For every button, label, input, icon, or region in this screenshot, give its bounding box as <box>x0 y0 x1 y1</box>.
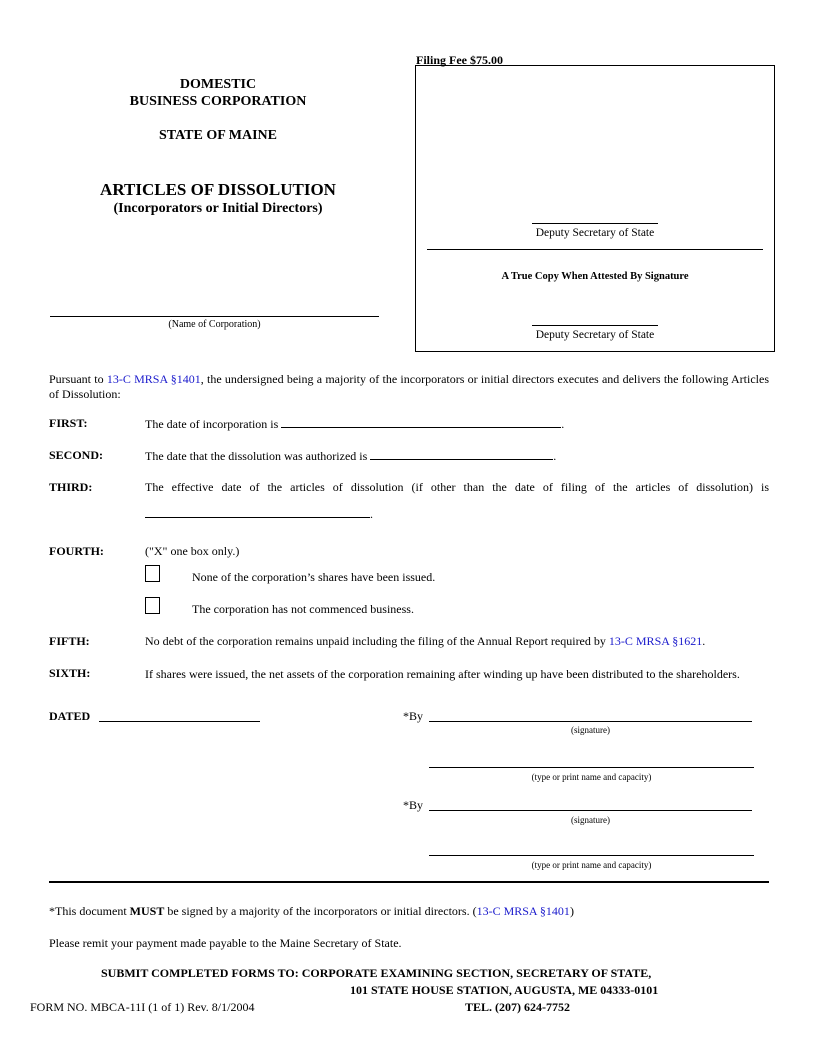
header-line1: DOMESTIC <box>179 77 257 92</box>
signature-note <box>49 904 574 919</box>
filing-fee: Filing Fee $75.00 <box>416 53 503 67</box>
by-label-1: *By <box>403 709 424 723</box>
signature-caption-2: (signature) <box>571 815 610 825</box>
filing-box <box>415 65 775 352</box>
dated-field[interactable] <box>99 721 260 722</box>
first-text-row: The date of incorporation is . <box>145 417 565 431</box>
note-pre: *This document <box>49 904 130 918</box>
true-copy-text: A True Copy When Attested By Signature <box>501 271 689 282</box>
fourth-label: FOURTH: <box>49 544 104 558</box>
corporation-name-caption: (Name of Corporation) <box>168 319 261 330</box>
filing-box-divider <box>427 249 763 250</box>
name-capacity-field-1[interactable] <box>429 767 754 768</box>
incorporation-date-field[interactable] <box>281 416 561 428</box>
second-label: SECOND: <box>49 448 104 462</box>
signature-field-1[interactable] <box>429 721 752 722</box>
name-capacity-caption-1: (type or print name and capacity) <box>531 772 652 782</box>
deputy-signature-line-2 <box>532 325 658 326</box>
sixth-label: SIXTH: <box>49 666 91 680</box>
first-text: The date of incorporation is <box>145 417 279 431</box>
not-commenced-checkbox[interactable] <box>145 597 160 614</box>
note-statute-link[interactable]: 13-C MRSA §1401 <box>476 904 570 918</box>
note-mid: be signed by a majority of the incorporators or initial directors. ( <box>164 904 477 918</box>
telephone: TEL. (207) 624-7752 <box>465 1000 570 1014</box>
deputy-signature-line-1 <box>532 223 658 224</box>
deputy-caption-1: Deputy Secretary of State <box>535 227 655 239</box>
intro-pre: Pursuant to <box>49 372 107 386</box>
dated-label: DATED <box>49 709 91 723</box>
header-line2: BUSINESS CORPORATION <box>129 94 307 109</box>
remit-note: Please remit your payment made payable to the Maine Secretary of State. <box>49 936 402 950</box>
intro-post: , the undersigned being a majority of the incorporators or initial directors executes and delivers the following Articles of Dissolution: <box>49 372 769 401</box>
second-text-row: The date that the dissolution was authorized is . <box>145 449 557 463</box>
fifth-statute-link[interactable]: 13-C MRSA §1621 <box>608 634 703 648</box>
fourth-option1: None of the corporation’s shares have been issued. <box>192 570 436 584</box>
name-capacity-caption-2: (type or print name and capacity) <box>531 860 652 870</box>
footer-divider <box>49 881 769 883</box>
intro-statute-link[interactable]: 13-C MRSA §1401 <box>106 372 201 386</box>
fifth-label: FIFTH: <box>49 634 90 648</box>
note-must: MUST <box>129 904 165 918</box>
third-field-row: . <box>145 506 373 522</box>
deputy-caption-2: Deputy Secretary of State <box>535 329 655 341</box>
fifth-text-row: No debt of the corporation remains unpaid including the filing of the Annual Report required by 13-C MRSA §1621. <box>145 634 706 648</box>
signature-caption-1: (signature) <box>571 725 610 735</box>
submit-line2: 101 STATE HOUSE STATION, AUGUSTA, ME 04333-0101 <box>350 983 659 997</box>
intro-paragraph <box>49 372 769 402</box>
by-label-2: *By <box>403 798 424 812</box>
corporation-name-field[interactable] <box>50 316 379 317</box>
signature-field-2[interactable] <box>429 810 752 811</box>
third-label: THIRD: <box>49 480 93 494</box>
page-title: ARTICLES OF DISSOLUTION <box>100 180 336 199</box>
sixth-text: If shares were issued, the net assets of the corporation remaining after winding up have been distributed to the shareholders. <box>145 667 740 681</box>
state-heading: STATE OF MAINE <box>159 128 277 143</box>
fourth-instruction: ("X" one box only.) <box>145 544 240 558</box>
authorization-date-field[interactable] <box>370 448 553 460</box>
form-number: FORM NO. MBCA-11I (1 of 1) Rev. 8/1/2004 <box>30 1000 255 1014</box>
fifth-text: No debt of the corporation remains unpaid including the filing of the Annual Report required by <box>145 634 609 648</box>
third-text: The effective date of the articles of dissolution (if other than the date of filing of the articles of dissolution) is <box>145 480 769 494</box>
name-capacity-field-2[interactable] <box>429 855 754 856</box>
shares-not-issued-checkbox[interactable] <box>145 565 160 582</box>
page-subtitle: (Incorporators or Initial Directors) <box>113 201 323 216</box>
note-end: ) <box>569 904 574 918</box>
second-text: The date that the dissolution was authorized is <box>145 449 368 463</box>
first-label: FIRST: <box>49 416 88 430</box>
submit-line1: SUBMIT COMPLETED FORMS TO: CORPORATE EXAMINING SECTION, SECRETARY OF STATE, <box>101 966 652 980</box>
fourth-option2: The corporation has not commenced business. <box>192 602 414 616</box>
effective-date-field[interactable] <box>145 506 370 518</box>
